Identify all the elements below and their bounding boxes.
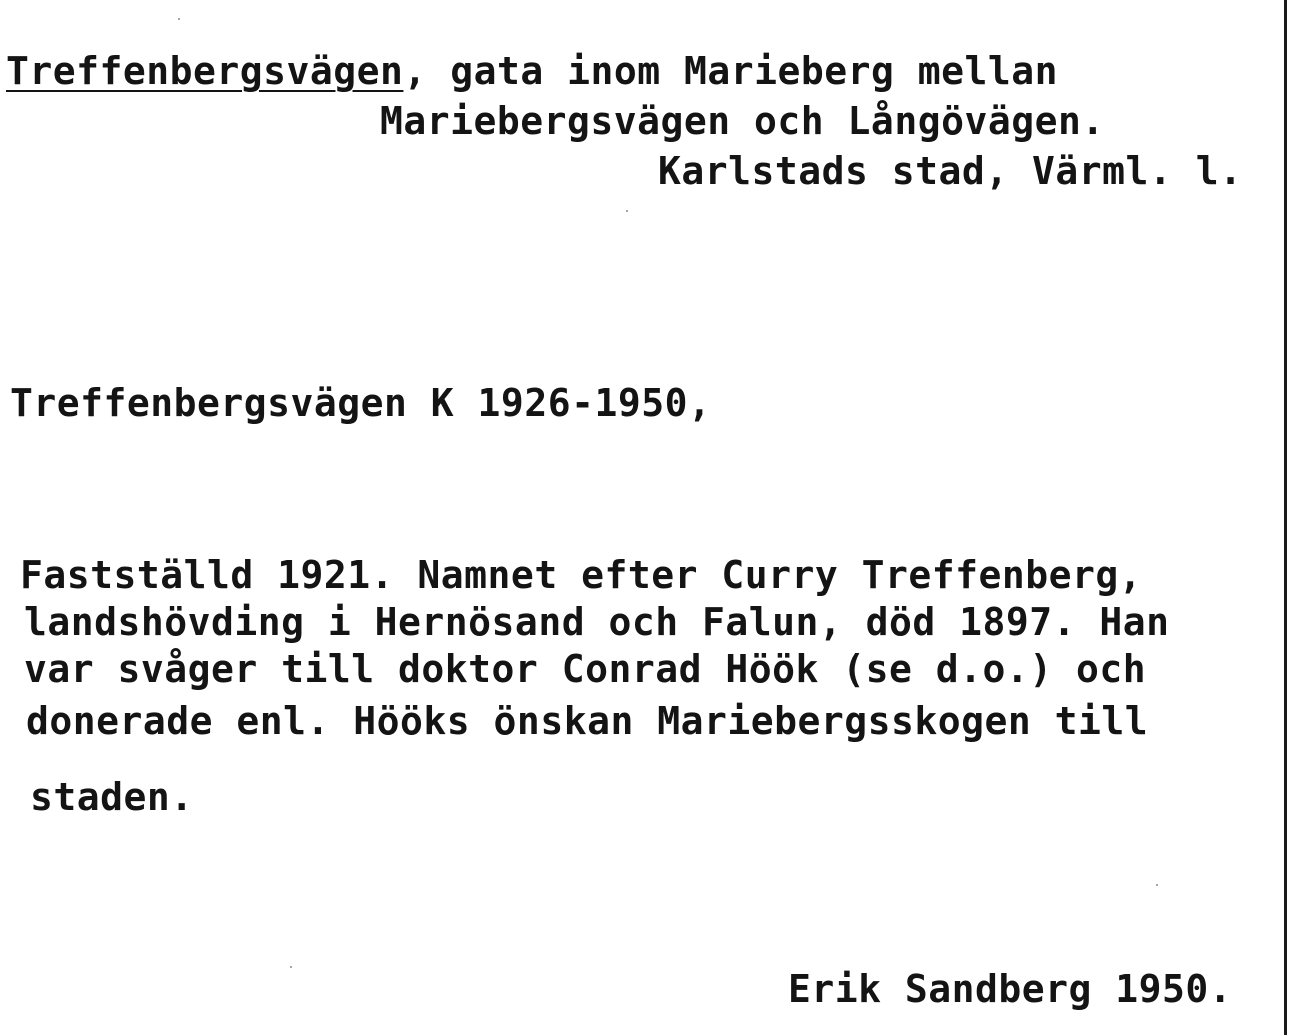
body-line-5: staden. bbox=[30, 775, 194, 819]
alias-line: Treffenbergsvägen K 1926-1950, bbox=[10, 381, 712, 425]
paper-speck bbox=[178, 18, 180, 20]
card-edge-line bbox=[1284, 0, 1287, 1035]
paper-speck bbox=[290, 966, 292, 968]
heading-line-2: Mariebergsvägen och Långövägen. bbox=[380, 99, 1105, 143]
heading-description: , gata inom Marieberg mellan bbox=[403, 49, 1059, 93]
paper-speck bbox=[626, 210, 628, 212]
body-line-4: donerade enl. Hööks önskan Mariebergsskogen till bbox=[26, 699, 1149, 743]
paper-speck bbox=[1156, 884, 1158, 886]
body-line-3: var svåger till doktor Conrad Höök (se d.o.) och bbox=[24, 647, 1147, 691]
signature-line: Erik Sandberg 1950. bbox=[788, 967, 1233, 1011]
street-name-title: Treffenbergsvägen bbox=[6, 49, 404, 93]
body-line-2: landshövding i Hernösand och Falun, död 1897. Han bbox=[24, 600, 1170, 644]
heading-line-1 bbox=[6, 49, 1059, 93]
body-line-1: Fastställd 1921. Namnet efter Curry Treffenberg, bbox=[20, 553, 1143, 597]
location-line: Karlstads stad, Värml. l. bbox=[658, 149, 1243, 193]
